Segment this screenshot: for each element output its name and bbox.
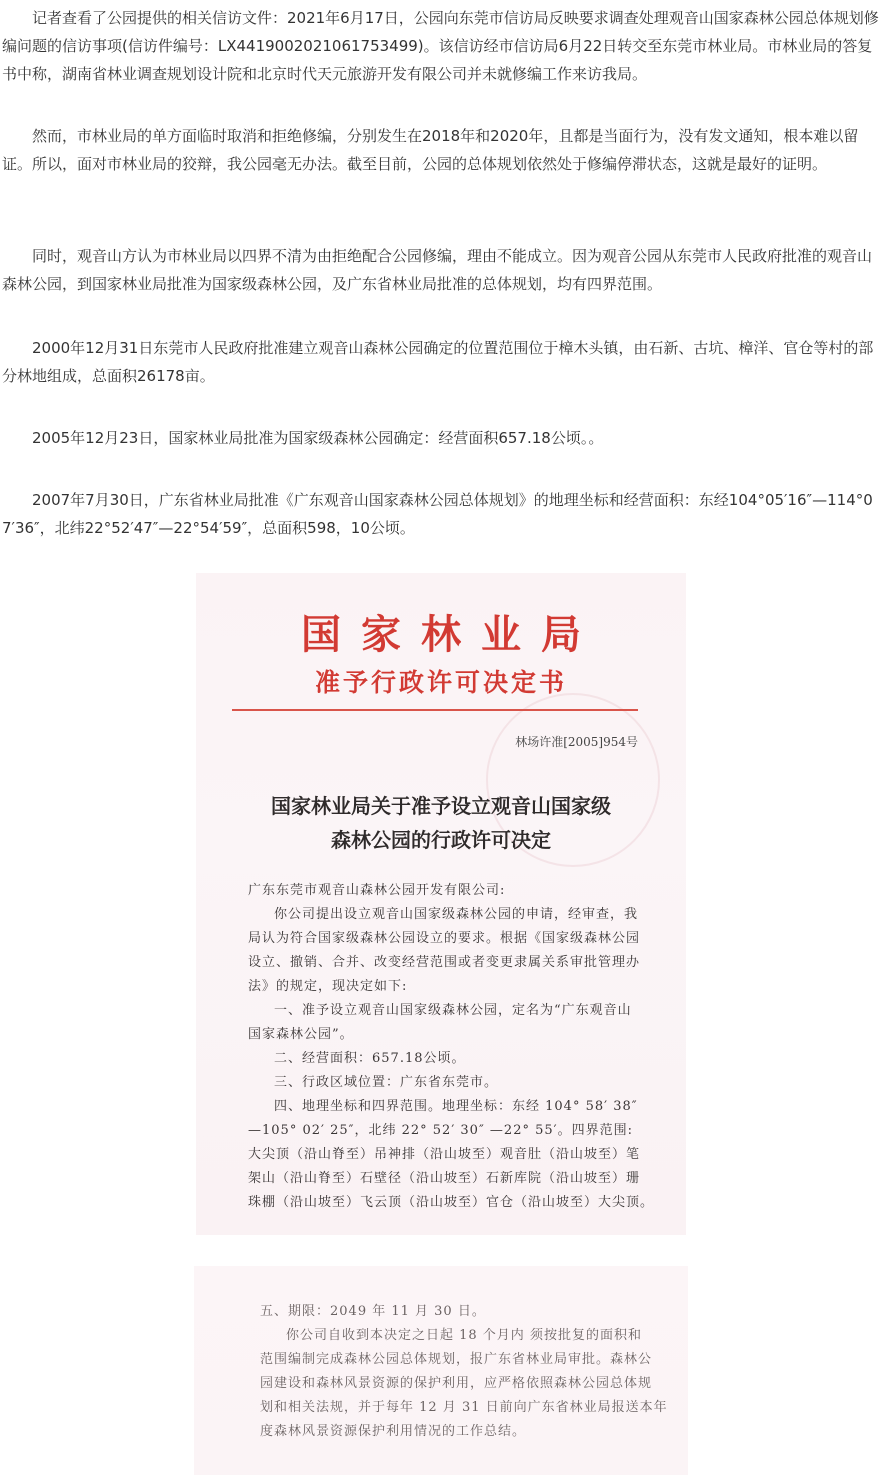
paragraph-4: 2000年12月31日东莞市人民政府批准建立观音山森林公园确定的位置范围位于樟木头镇，由石新、古坑、樟洋、官仓等村的部分林地组成，总面积26178亩。	[2, 339, 874, 385]
paragraph-2: 然而，市林业局的单方面临时取消和拒绝修编，分别发生在2018年和2020年，且都是当面行为，没有发文通知，根本难以留证。所以，面对市林业局的狡辩，我公园毫无办法。截至目前，公园的总体规划依然处于修编停滞状态，这就是最好的证明。	[2, 127, 859, 173]
body-line: —105° 02′ 25″，北纬 22° 52′ 30″ —22° 55′。四界范围:	[248, 1123, 633, 1138]
body-line: 度森林风景资源保护利用情况的工作总结。	[260, 1424, 527, 1439]
body-line: 五、期限：2049 年 11 月 30 日。	[260, 1304, 486, 1319]
body-line: 二、经营面积：657.18公顷。	[274, 1051, 466, 1066]
body-line: 划和相关法规，并于每年 12 月 31 日前向广东省林业局报送本年	[260, 1400, 668, 1415]
document-body-continued	[260, 1300, 670, 1444]
body-line: 园建设和森林风景资源的保护利用，应严格依照森林公园总体规	[260, 1376, 653, 1391]
body-line: 你公司提出设立观音山国家级森林公园的申请，经审查，我	[274, 907, 639, 922]
document-title-line-1: 国家林业局关于准予设立观音山国家级	[271, 794, 611, 818]
body-line: 设立、撤销、合并、改变经营范围或者变更隶属关系审批管理办	[248, 955, 641, 970]
document-body	[248, 879, 658, 1215]
red-divider	[232, 709, 638, 711]
body-line: 四、地理坐标和四界范围。地理坐标：东经 104° 58′ 38″	[274, 1099, 638, 1114]
document-type: 准予行政许可决定书	[314, 668, 567, 697]
paragraph-3: 同时，观音山方认为市林业局以四界不清为由拒绝配合公园修编，理由不能成立。因为观音公园从东莞市人民政府批准的观音山森林公园，到国家林业局批准为国家级森林公园，及广东省林业局批准的总体规划，均有四界范围。	[2, 247, 873, 293]
paragraph-1: 记者查看了公园提供的相关信访文件：2021年6月17日，公园向东莞市信访局反映要求调查处理观音山国家森林公园总体规划修编问题的信访事项(信访件编号：LX441900202106175349​9)。该信访经市信访局6月22日转交至东莞市林业局。市林业局的答复书中称，湖南省林业调查规划设计院和北京时代天元旅游开发有限公司并未就修编工作来访我局。	[2, 9, 879, 83]
body-line: 局认为符合国家级森林公园设立的要求。根据《国家级森林公园	[248, 931, 641, 946]
body-line: 架山（沿山脊至）石壁径（沿山坡至）石新库院（沿山坡至）珊	[248, 1171, 641, 1186]
body-line: 三、行政区域位置：广东省东莞市。	[274, 1075, 499, 1090]
document-issuer: 国家林业局	[301, 611, 601, 658]
document-number: 林场许准[2005]954号	[515, 735, 638, 749]
paragraph-5: 2005年12月23日，国家林业局批准为国家级森林公园确定：经营面积657.18公顷。。	[32, 429, 604, 447]
body-line: 国家森林公园”。	[248, 1027, 354, 1042]
body-line: 大尖顶（沿山脊至）吊神排（沿山坡至）观音肚（沿山坡至）笔	[248, 1147, 641, 1162]
scanned-document-page-2	[194, 1266, 688, 1475]
body-line: 范围编制完成森林公园总体规划，报广东省林业局审批。森林公	[260, 1352, 653, 1367]
paragraph-6: 2007年7月30日，广东省林业局批准《广东观音山国家森林公园总体规划》的地理坐标和经营面积：东经104°05′16″—114°07′36″，北纬22°52′47″—22°54′59″，总面积598，10公顷。	[2, 491, 873, 537]
body-line: 珠棚（沿山坡至）飞云顶（沿山坡至）官仓（沿山坡至）大尖顶。	[248, 1195, 655, 1210]
body-line: 广东东莞市观音山森林公园开发有限公司:	[248, 883, 506, 898]
scanned-document-page-1	[196, 573, 686, 1235]
document-title-line-2: 森林公园的行政许可决定	[331, 828, 551, 852]
document-title	[196, 789, 686, 857]
body-line: 一、准予设立观音山国家级森林公园，定名为“广东观音山	[274, 1003, 632, 1018]
body-line: 你公司自收到本决定之日起 18 个月内 须按批复的面积和	[286, 1328, 642, 1343]
body-line: 法》的规定，现决定如下:	[248, 979, 408, 994]
